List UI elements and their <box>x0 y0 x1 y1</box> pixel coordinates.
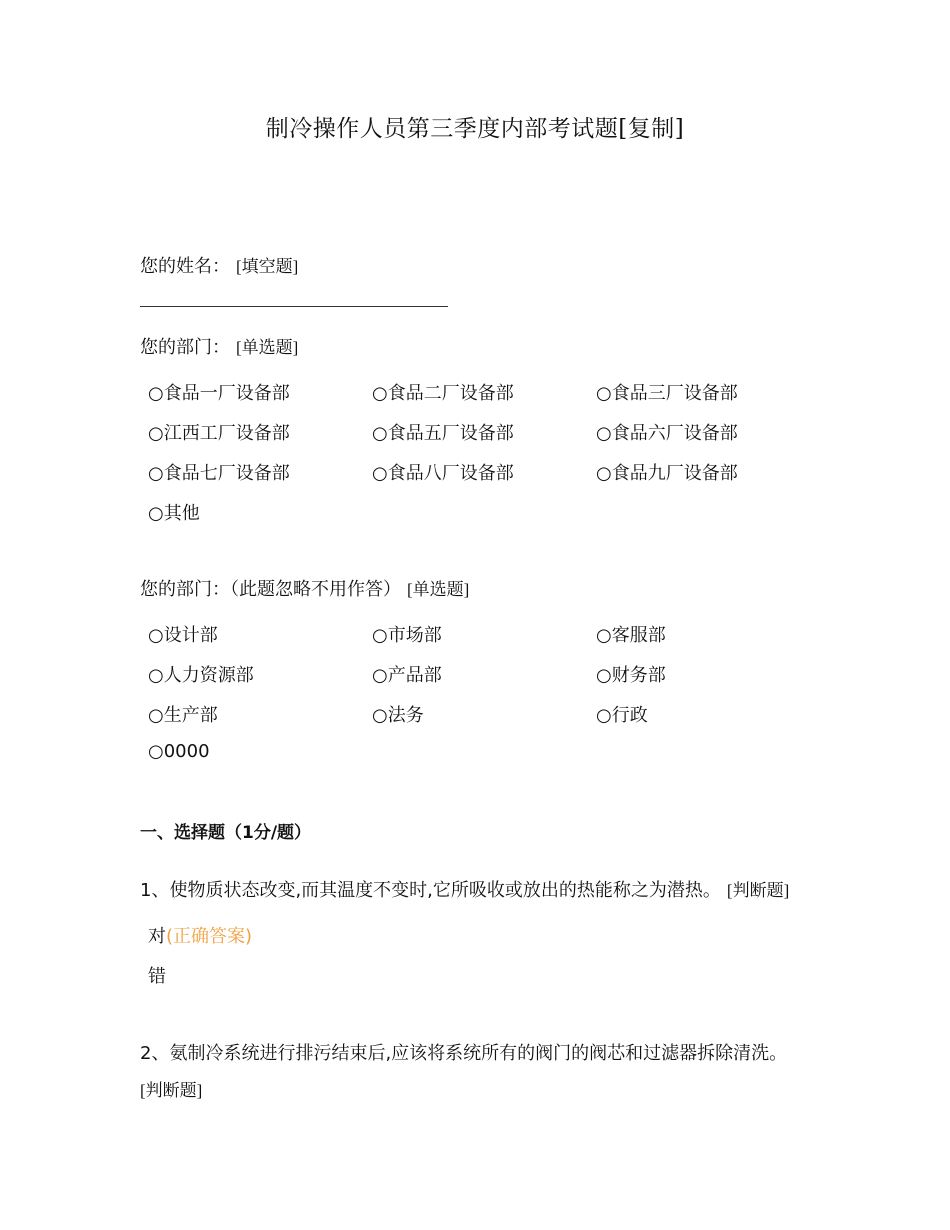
q1-option-true[interactable] <box>148 922 252 948</box>
question-1-text: 1、使物质状态改变,而其温度不变时,它所吸收或放出的热能称之为潜热。 <box>140 880 721 901</box>
dept1-option[interactable]: ○江西工厂设备部 <box>148 423 290 444</box>
question-name-label: 您的姓名： <box>140 256 230 277</box>
question-dept2 <box>140 575 469 601</box>
dept2-option[interactable]: ○客服部 <box>596 625 666 646</box>
q1-option-true-label: 对 <box>148 926 166 947</box>
dept1-option[interactable]: ○食品七厂设备部 <box>148 463 290 484</box>
dept2-option[interactable]: ○人力资源部 <box>148 665 254 686</box>
dept2-option[interactable]: ○产品部 <box>372 665 442 686</box>
q1-option-false[interactable]: 错 <box>148 966 166 987</box>
dept1-option[interactable]: ○食品一厂设备部 <box>148 383 290 404</box>
correct-answer-note: (正确答案) <box>166 926 253 947</box>
dept1-option[interactable]: ○其他 <box>148 503 200 524</box>
question-name <box>140 252 298 278</box>
question-2-text: 2、氨制冷系统进行排污结束后,应该将系统所有的阀门的阀芯和过滤器拆除清洗。 <box>140 1043 788 1064</box>
dept2-option[interactable]: ○市场部 <box>372 625 442 646</box>
section-heading: 一、选择题（1分/题） <box>140 823 312 843</box>
dept1-option[interactable]: ○食品三厂设备部 <box>596 383 738 404</box>
question-1 <box>140 876 789 902</box>
dept2-option[interactable]: ○行政 <box>596 705 648 726</box>
dept1-option[interactable]: ○食品五厂设备部 <box>372 423 514 444</box>
dept1-option[interactable]: ○食品六厂设备部 <box>596 423 738 444</box>
question-dept2-type: [单选题] <box>407 580 470 599</box>
dept2-option[interactable]: ○法务 <box>372 705 424 726</box>
dept2-option[interactable]: ○生产部 <box>148 705 218 726</box>
question-dept1-label: 您的部门： <box>140 337 230 358</box>
dept1-option[interactable]: ○食品九厂设备部 <box>596 463 738 484</box>
dept2-option[interactable]: ○财务部 <box>596 665 666 686</box>
question-1-type: [判断题] <box>726 881 790 900</box>
question-dept2-label: 您的部门：（此题忽略不用作答） <box>140 579 401 600</box>
name-input-line[interactable] <box>140 306 448 307</box>
dept1-option[interactable]: ○食品二厂设备部 <box>372 383 514 404</box>
dept2-option[interactable]: ○设计部 <box>148 625 218 646</box>
question-2-type: [判断题] <box>140 1081 203 1100</box>
question-dept1-type: [单选题] <box>236 338 299 357</box>
page-title: 制冷操作人员第三季度内部考试题[复制] <box>265 116 685 142</box>
question-name-type: [填空题] <box>236 257 299 276</box>
question-dept1 <box>140 333 298 359</box>
dept2-option[interactable]: ○0000 <box>148 741 210 762</box>
dept1-option[interactable]: ○食品八厂设备部 <box>372 463 514 484</box>
